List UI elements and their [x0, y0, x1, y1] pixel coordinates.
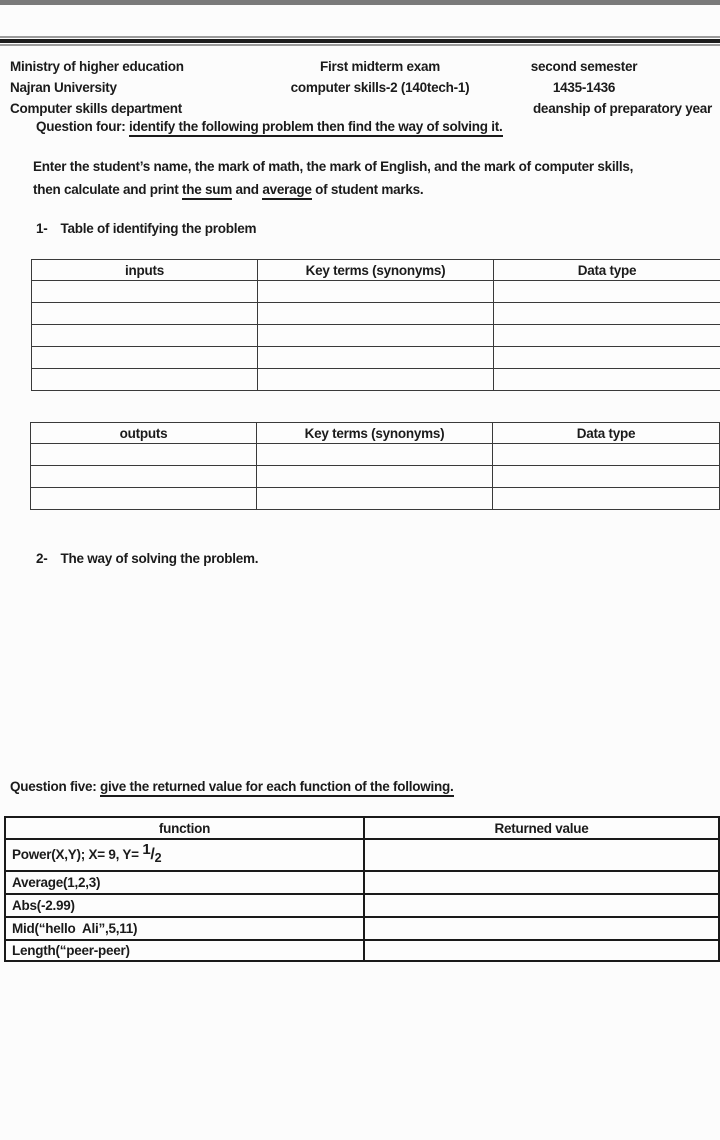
table-row — [31, 444, 720, 466]
empty-cell — [32, 281, 258, 303]
header-left-column — [10, 56, 184, 119]
empty-cell — [494, 281, 720, 303]
empty-cell — [31, 444, 257, 466]
list-item-1-text: Table of identifying the problem — [60, 221, 257, 236]
org-line-university: Najran University — [10, 80, 117, 95]
functions-header-row — [5, 817, 719, 839]
line2-post: of student marks. — [311, 182, 424, 197]
question-five-label: Question five: — [10, 779, 101, 794]
scan-artifact-band — [0, 0, 720, 5]
functions-table — [4, 816, 720, 962]
table-row — [32, 325, 720, 347]
empty-cell — [258, 369, 494, 391]
inputs-table — [31, 259, 720, 391]
empty-cell — [257, 444, 493, 466]
function-cell: Length(“peer-peer) — [5, 940, 364, 961]
list-item-2-text: The way of solving the problem. — [60, 551, 259, 566]
empty-cell — [494, 303, 720, 325]
org-line-ministry: Ministry of higher education — [10, 59, 184, 74]
problem-statement-line2 — [33, 178, 633, 201]
empty-cell — [258, 347, 494, 369]
question-four-heading — [36, 119, 503, 134]
list-item-1 — [36, 221, 256, 236]
problem-statement-line1: Enter the student’s name, the mark of math, the mark of English, and the mark of computer skills, — [33, 159, 634, 174]
fraction-denominator: 2 — [154, 851, 162, 865]
returned-value-cell — [364, 940, 719, 961]
function-cell: Abs(-2.99) — [5, 894, 364, 917]
inputs-header-row — [32, 260, 720, 281]
column-header-key-terms: Key terms (synonyms) — [258, 260, 494, 281]
empty-cell — [258, 281, 494, 303]
header-divider-rule — [0, 36, 720, 46]
column-header-inputs: inputs — [32, 260, 258, 281]
deanship-label: deanship of preparatory year — [532, 101, 712, 116]
column-header-data-type: Data type — [494, 260, 720, 281]
line2-pre: then calculate and print — [33, 182, 183, 197]
function-cell: Mid(“hello Ali”,5,11) — [5, 917, 364, 940]
semester-label: second semester — [530, 59, 638, 74]
function-cell: Average(1,2,3) — [5, 871, 364, 894]
power-function-text: Power(X,Y); X= 9, Y= — [12, 847, 143, 862]
empty-cell — [32, 369, 258, 391]
header-right-column — [456, 56, 712, 119]
question-five-instruction: give the returned value for each function of the following. — [100, 779, 454, 797]
table-row — [5, 871, 719, 894]
course-code: computer skills-2 (140tech-1) — [290, 80, 470, 95]
empty-cell — [32, 303, 258, 325]
problem-statement — [33, 155, 633, 201]
question-four-instruction: identify the following problem then find the way of solving it. — [129, 119, 503, 137]
column-header-returned-value: Returned value — [364, 817, 719, 839]
empty-cell — [493, 444, 720, 466]
empty-cell — [494, 347, 720, 369]
question-five-heading — [10, 779, 454, 794]
table-row — [31, 466, 720, 488]
empty-cell — [258, 325, 494, 347]
line2-underlined-sum: the sum — [182, 182, 232, 200]
empty-cell — [32, 347, 258, 369]
table-row — [32, 347, 720, 369]
column-header-data-type: Data type — [493, 423, 720, 444]
table-row — [31, 488, 720, 510]
table-row — [5, 917, 719, 940]
empty-cell — [31, 466, 257, 488]
table-row — [5, 894, 719, 917]
empty-cell — [493, 466, 720, 488]
empty-cell — [32, 325, 258, 347]
org-line-department: Computer skills department — [10, 101, 183, 116]
table-row — [32, 281, 720, 303]
empty-cell — [257, 466, 493, 488]
returned-value-cell — [364, 871, 719, 894]
line2-underlined-average: average — [262, 182, 311, 200]
outputs-header-row — [31, 423, 720, 444]
empty-cell — [494, 369, 720, 391]
fraction-slash: / — [150, 846, 155, 863]
empty-cell — [31, 488, 257, 510]
empty-cell — [493, 488, 720, 510]
list-item-1-number: 1- — [36, 221, 48, 236]
column-header-function: function — [5, 817, 364, 839]
empty-cell — [258, 303, 494, 325]
empty-cell — [494, 325, 720, 347]
table-row — [32, 369, 720, 391]
fraction-numerator: 1 — [142, 841, 151, 858]
returned-value-cell — [364, 839, 719, 871]
list-item-2-number: 2- — [36, 551, 48, 566]
table-row — [5, 940, 719, 961]
table-row — [5, 839, 719, 871]
question-four-label: Question four: — [36, 119, 129, 134]
line2-mid: and — [232, 182, 263, 197]
exam-title: First midterm exam — [319, 59, 441, 74]
function-cell — [5, 839, 364, 871]
table-row — [32, 303, 720, 325]
outputs-table — [30, 422, 720, 510]
returned-value-cell — [364, 917, 719, 940]
returned-value-cell — [364, 894, 719, 917]
rule-gray-bottom — [0, 44, 720, 46]
list-item-2 — [36, 551, 258, 566]
academic-year: 1435-1436 — [552, 80, 616, 95]
column-header-key-terms: Key terms (synonyms) — [257, 423, 493, 444]
column-header-outputs: outputs — [31, 423, 257, 444]
empty-cell — [257, 488, 493, 510]
